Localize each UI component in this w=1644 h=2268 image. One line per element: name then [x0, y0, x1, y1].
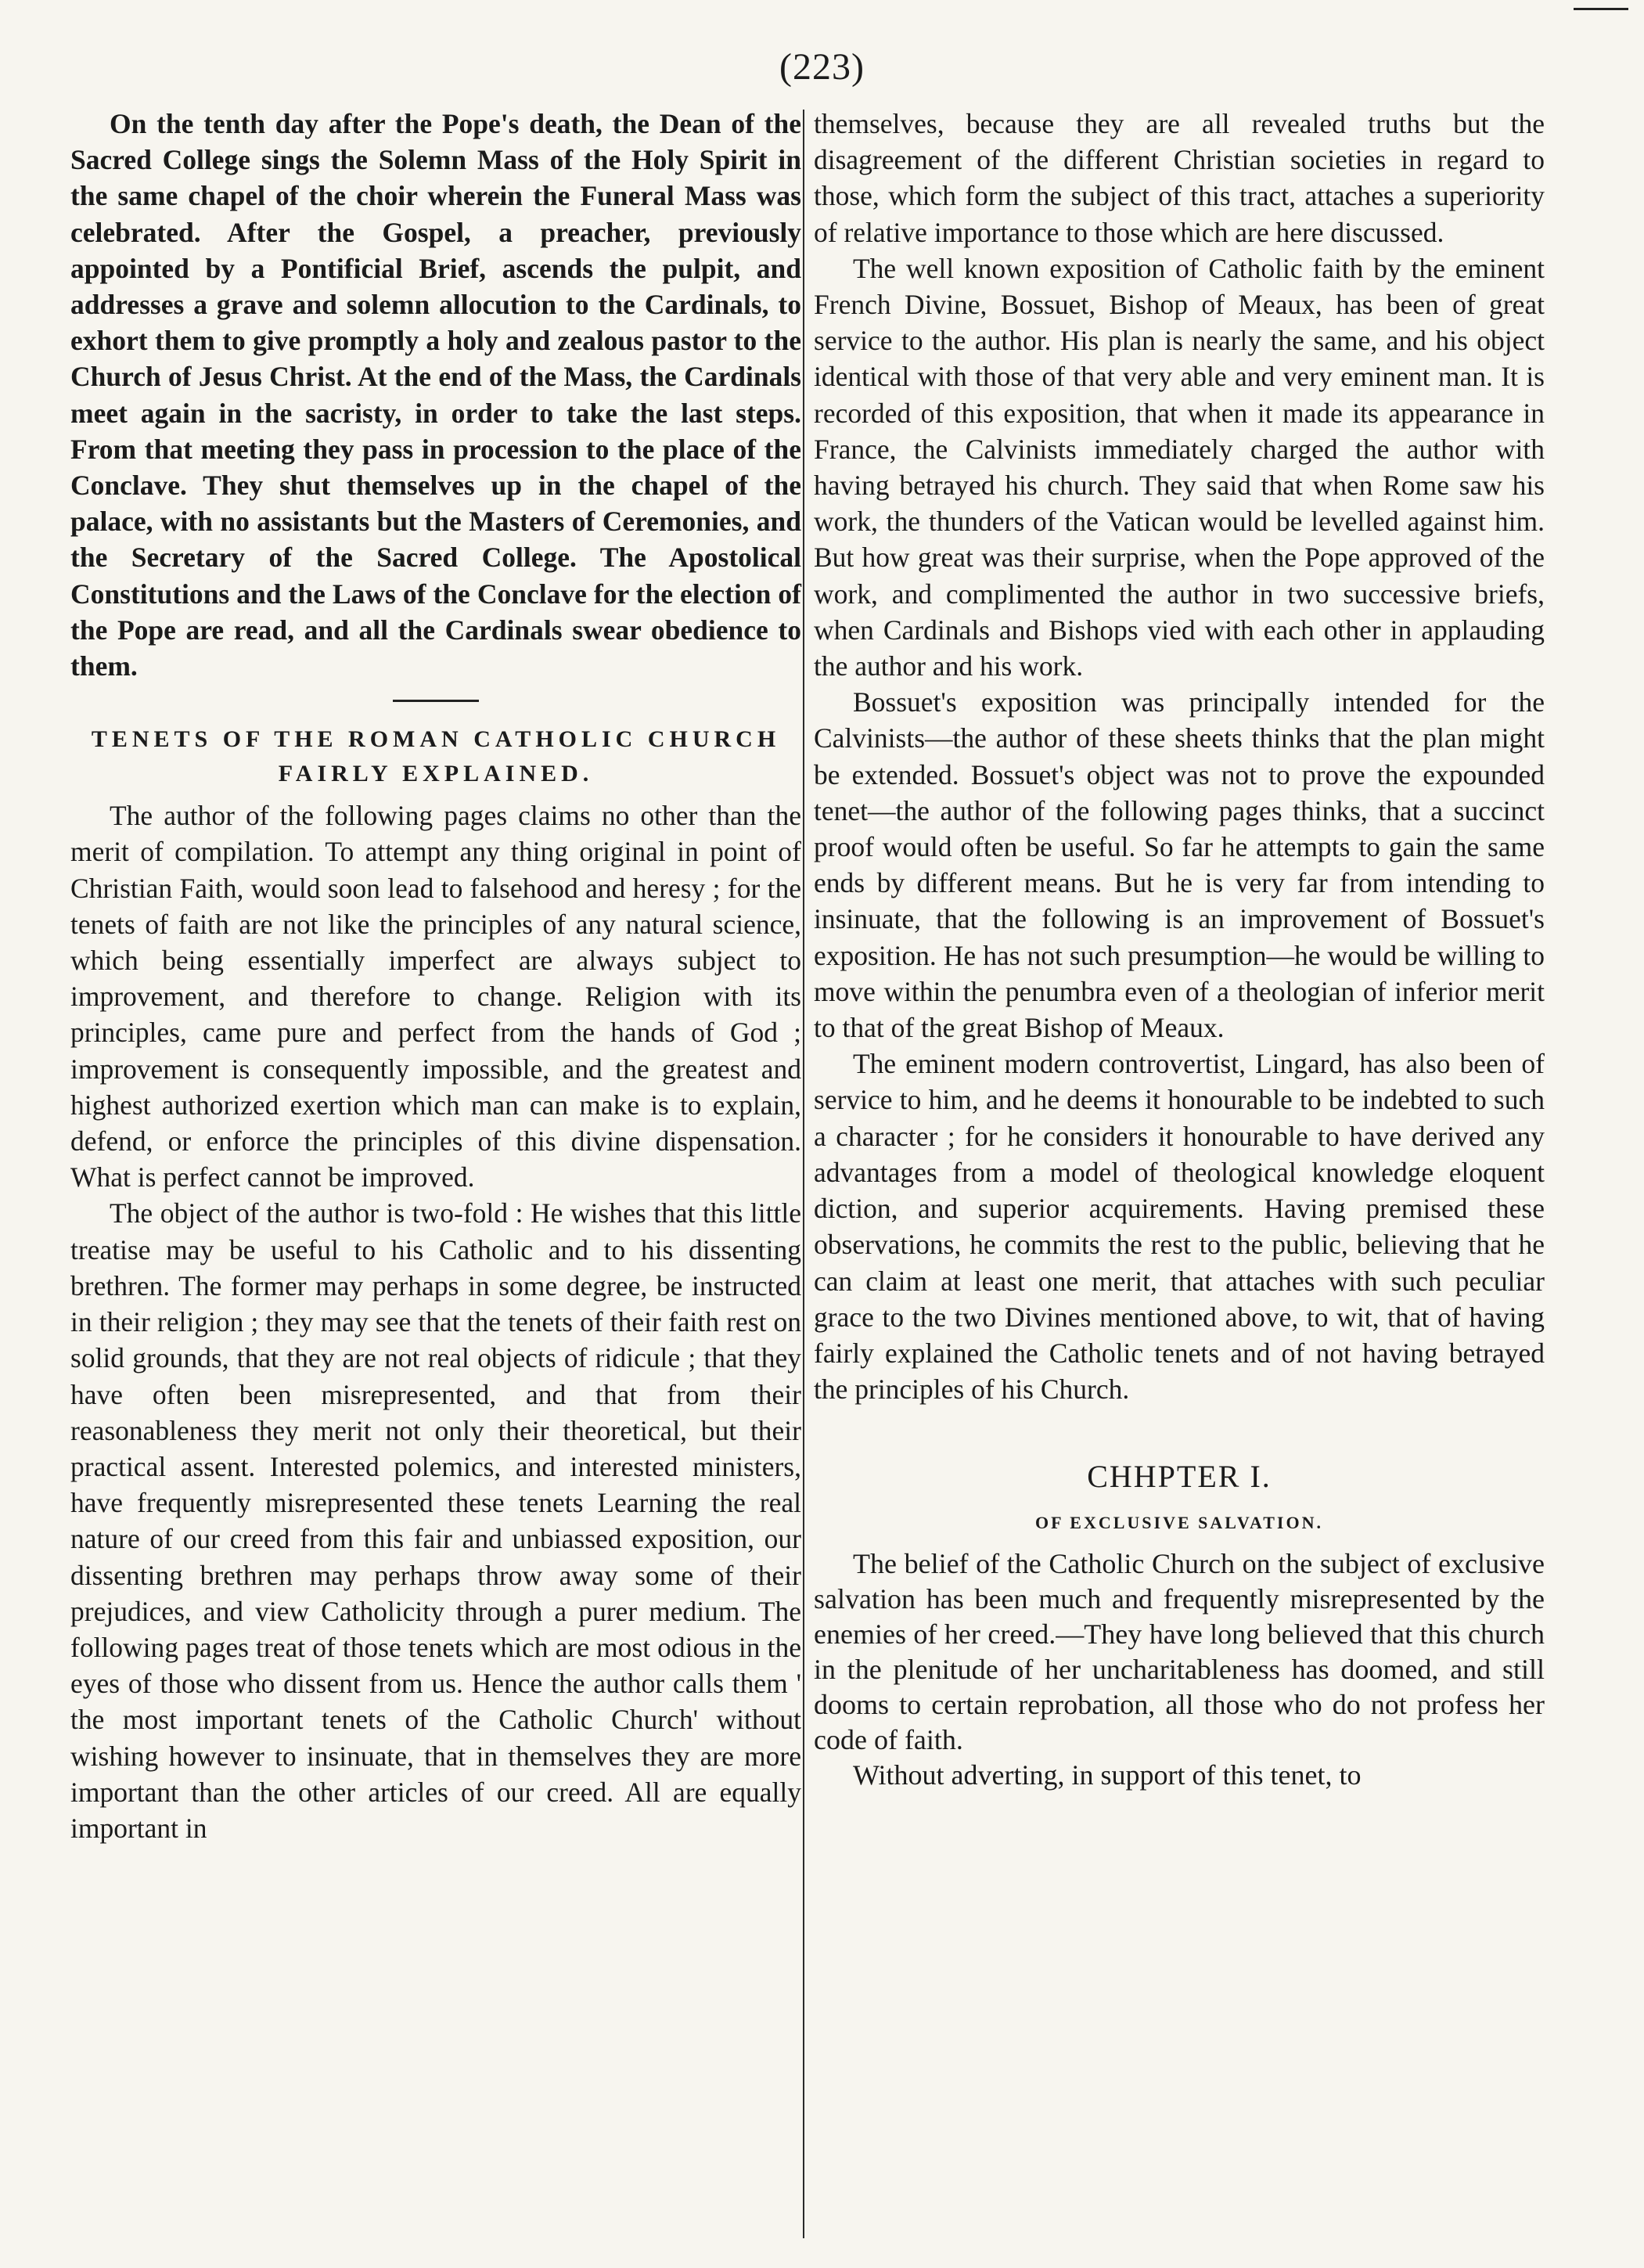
page-number: (223) [779, 46, 865, 88]
paragraph: Without adverting, in support of this tenet, to [853, 1759, 1362, 1791]
paragraph: On the tenth day after the Pope's death, the Dean of the Sacred College sings the Solemn Mass of the Holy Spirit in the same chapel of the choir wherein the Funeral Mass was celebrated. After the Gospel, a preacher, previously appointed by a Pontificial Brief, ascends the pulpit, and addresses a grave and solemn allocution to the Cardinals, to exhort them to give promptly a holy and zealous pastor to the Church of Jesus Christ. At the end of the Mass, the Cardinals meet again in the sacristy, in order to take the last steps. From that meeting they pass in procession to the place of the Conclave. They shut themselves up in the chapel of the palace, with no assistants but the Masters of Ceremonies, and the Secretary of the Sacred College. The Apostolical Constitutions and the Laws of the Conclave for the election of the Pope are read, and all the Cardinals swear obedience to them. [70, 108, 801, 682]
column-divider [803, 110, 804, 2238]
chapter-subtitle: OF EXCLUSIVE SALVATION. [1035, 1513, 1323, 1533]
section-heading-line: FAIRLY EXPLAINED. [278, 761, 594, 787]
paragraph: The well known exposition of Catholic faith by the eminent French Divine, Bossuet, Bishop of Meaux, has been of great service to the author. His plan is nearly the same, and his object identical with those of that very able and very eminent man. It is recorded of this exposition, that when it made its appearance in France, the Calvinists immediately charged the author with having betrayed his church. They said that when Rome saw his work, the thunders of the Vatican would be levelled against him. But how great was their surprise, when the Pope approved of the work, and complimented the author in two successive briefs, when Cardinals and Bishops vied with each other in applauding the author and his work. [814, 252, 1545, 682]
paragraph: The object of the author is two-fold : He wishes that this little treatise may be useful to his Catholic and to his dissenting brethren. The former may perhaps in some degree, be instructed in their religion ; they may see that the tenets of their faith rest on solid grounds, that they are not real objects of ridicule ; that they have often been misrepresented, and that from their reasonableness they merit not only their theoretical, but their practical assent. Interested polemics, and interested ministers, have frequently misrepresented these tenets Learning the real nature of our creed from this fair and unbiassed exposition, our dissenting brethren may perhaps throw away some of their prejudices, and view Catholicity through a purer medium. The following pages treat of those tenets which are most odious in the eyes of those who dissent from us. Hence the author calls them ' the most important tenets of the Catholic Church' without wishing however to insinuate, that in themselves they are more important than the other articles of our creed. All are equally important in [70, 1197, 801, 1844]
right-column [814, 106, 1545, 1793]
chapter-title: CHHPTER I. [1087, 1459, 1272, 1495]
left-column [70, 106, 801, 1846]
section-heading [70, 722, 801, 791]
paragraph: The belief of the Catholic Church on the subject of exclusive salvation has been much and frequently misrepresented by the enemies of her creed.—They have long believed that this church in the plenitude of her uncharitableness has doomed, and still dooms to certain reprobation, all those who do not profess her code of faith. [814, 1548, 1545, 1756]
paragraph: themselves, because they are all revealed truths but the disagreement of the different Christian societies in regard to those, which form the subject of this tract, attaches a superiority of relative importance to those which are here discussed. [814, 108, 1545, 248]
section-heading-line: TENETS OF THE ROMAN CATHOLIC CHURCH [91, 726, 781, 753]
paragraph: The author of the following pages claims no other than the merit of compilation. To attempt any thing original in point of Christian Faith, would soon lead to falsehood and heresy ; for the tenets of faith are not like the principles of any natural science, which being essentially imperfect are always subject to improvement, and therefore to change. Religion with its principles, came pure and perfect from the hands of God ; improvement is consequently impossible, and the greatest and highest authorized exertion which man can make is to explain, defend, or enforce the principles of this divine dispensation. What is perfect cannot be improved. [70, 800, 801, 1193]
corner-rule [1574, 8, 1628, 10]
paragraph: Bossuet's exposition was principally intended for the Calvinists—the author of these sheets thinks that the plan might be extended. Bossuet's object was not to prove the expounded tenet—the author of the following pages thinks, that a succinct proof would often be useful. So far he attempts to gain the same ends by different means. But he is very far from intending to insinuate, that the following is an improvement of Bossuet's exposition. He has not such presumption—he would be willing to move within the penumbra even of a theologian of inferior merit to that of the great Bishop of Meaux. [814, 686, 1545, 1044]
paragraph: The eminent modern controvertist, Lingard, has also been of service to him, and he deems it honourable to be indebted to such a character ; for he considers it honourable to have derived any advantages from a model of theological knowledge eloquent diction, and superior acquirements. Having premised these observations, he commits the rest to the public, believing that he can claim at least one merit, that attaches with such peculiar grace to the two Divines mentioned above, to wit, that of having fairly explained the Catholic tenets and of not having betrayed the principles of his Church. [814, 1048, 1545, 1406]
section-divider [393, 700, 479, 702]
